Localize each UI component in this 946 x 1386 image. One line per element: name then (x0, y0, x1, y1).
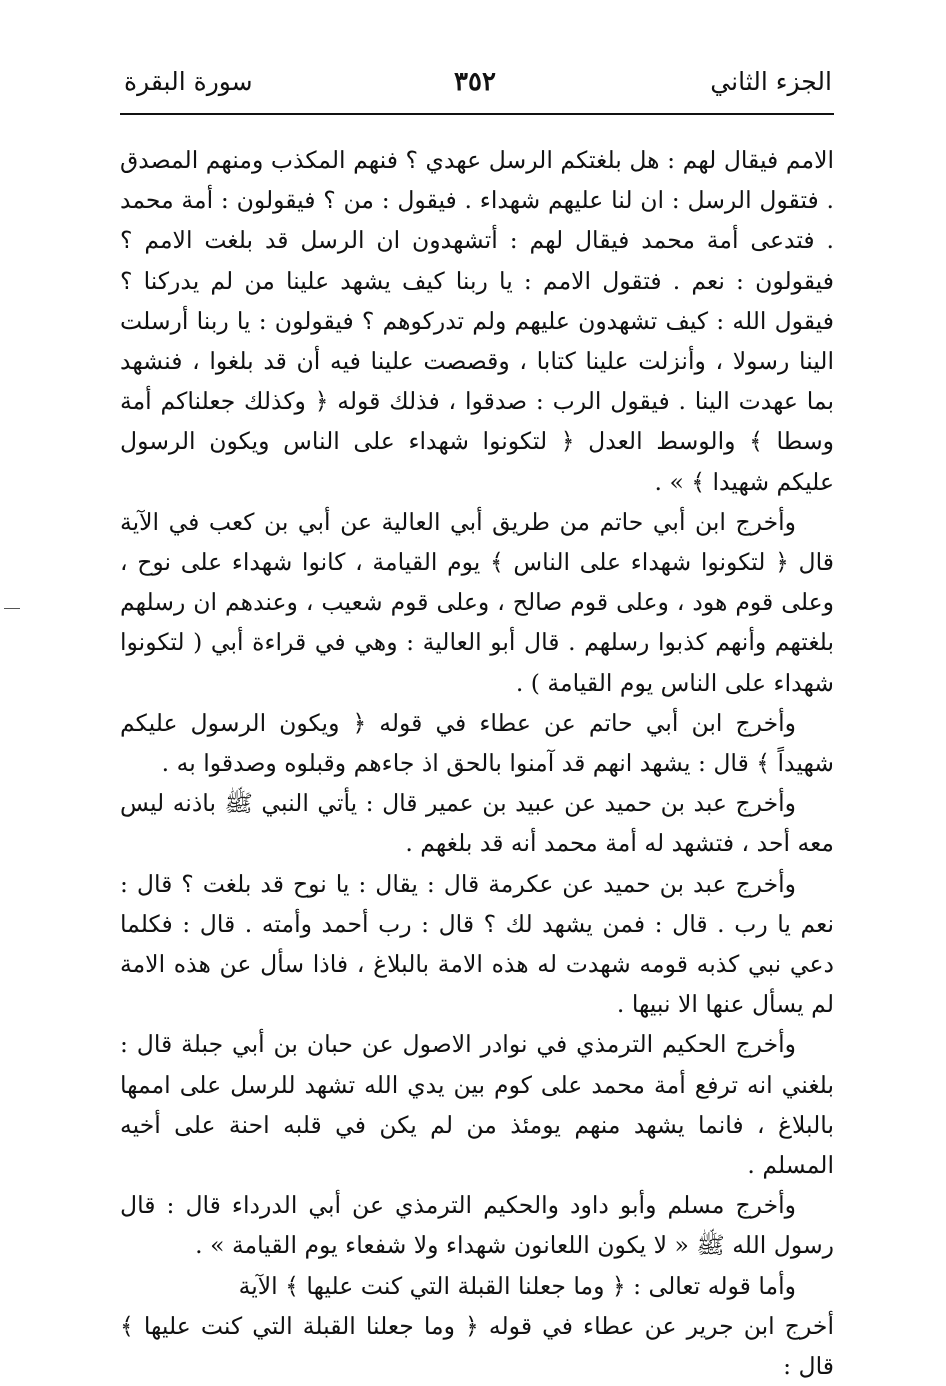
paragraph-4: وأخرج عبد بن حميد عن عبيد بن عمير قال : يأتي النبي ﷺ باذنه ليس معه أحد ، فتشهد له أمة محمد أنه قد بلغهم . (120, 789, 834, 858)
part-label: الجزء الثاني (710, 67, 832, 96)
paragraph-1: الامم فيقال لهم : هل بلغتكم الرسل عهدي ؟ فنهم المكذب ومنهم المصدق . فتقول الرسل : ان لنا عليهم شهداء . فيقول : من ؟ فيقولون : أمة محمد . فتدعى أمة محمد فيقال لهم : أتشهدون ان الرسل قد بلغت الامم ؟ فيقولون : نعم . فتقول الامم : يا ربنا كيف يشهد علينا من لم يدركنا ؟ فيقول الله : كيف تشهدون عليهم ولم تدركوهم ؟ فيقولون : يا ربنا أرسلت الينا رسولا ، وأنزلت علينا كتابا ، وقصصت علينا فيه أن قد بلغوا ، فنشهد بما عهدت الينا . فيقول الرب : صدقوا ، فذلك قوله ﴿ وكذلك جعلناكم أمة وسطا ﴾ والوسط العدل ﴿ لتكونوا شهداء على الناس ويكون الرسول عليكم شهيدا ﴾ » . (120, 146, 834, 496)
page-header (118, 60, 832, 104)
scan-margin-mark (4, 608, 20, 609)
page-body (120, 140, 834, 1386)
header-divider (120, 113, 834, 115)
page-number: ٣٥٢ (454, 67, 496, 97)
paragraph-2: وأخرج ابن أبي حاتم من طريق أبي العالية عن أبي بن كعب في الآية قال ﴿ لتكونوا شهداء على الناس ﴾ يوم القيامة ، كانوا شهداء على نوح ، وعلى قوم هود ، وعلى قوم صالح ، وعلى قوم شعيب ، وعندهم ان رسلهم بلغتهم وأنهم كذبوا رسلهم . قال أبو العالية : وهي في قراءة أبي ( لتكونوا شهداء على الناس يوم القيامة ) . (120, 507, 834, 697)
surah-title: سورة البقرة (124, 67, 253, 96)
paragraph-6: وأخرج الحكيم الترمذي في نوادر الاصول عن حبان بن أبي جبلة قال : بلغني انه ترفع أمة محمد على كوم بين يدي الله تشهد للرسل على اممها بالبلاغ ، فانما يشهد منهم يومئذ من لم يكن في قلبه احنة على أخيه المسلم . (120, 1030, 834, 1180)
paragraph-9: أخرج ابن جرير عن عطاء في قوله ﴿ وما جعلنا القبلة التي كنت عليها ﴾ قال : (120, 1311, 834, 1381)
paragraph-3: وأخرج ابن أبي حاتم عن عطاء في قوله ﴿ ويكون الرسول عليكم شهيداً ﴾ قال : يشهد انهم قد آمنوا بالحق اذ جاءهم وقبلوه وصدقوا به . (120, 708, 834, 778)
paragraph-5: وأخرج عبد بن حميد عن عكرمة قال : يقال : يا نوح قد بلغت ؟ قال : نعم يا رب . قال : فمن يشهد لك ؟ قال : رب أحمد وأمته . قال : فكلما دعي نبي كذبه قومه شهدت له هذه الامة بالبلاغ ، فاذا سأل عن هذه الامة لم يسأل عنها الا نبيها . (120, 869, 834, 1019)
paragraph-7: وأخرج مسلم وأبو داود والحكيم الترمذي عن أبي الدرداء قال : قال رسول الله ﷺ « لا يكون اللعانون شهداء ولا شفعاء يوم القيامة » . (120, 1191, 834, 1260)
paragraph-8: وأما قوله تعالى : ﴿ وما جعلنا القبلة التي كنت عليها ﴾ الآية (238, 1271, 796, 1300)
